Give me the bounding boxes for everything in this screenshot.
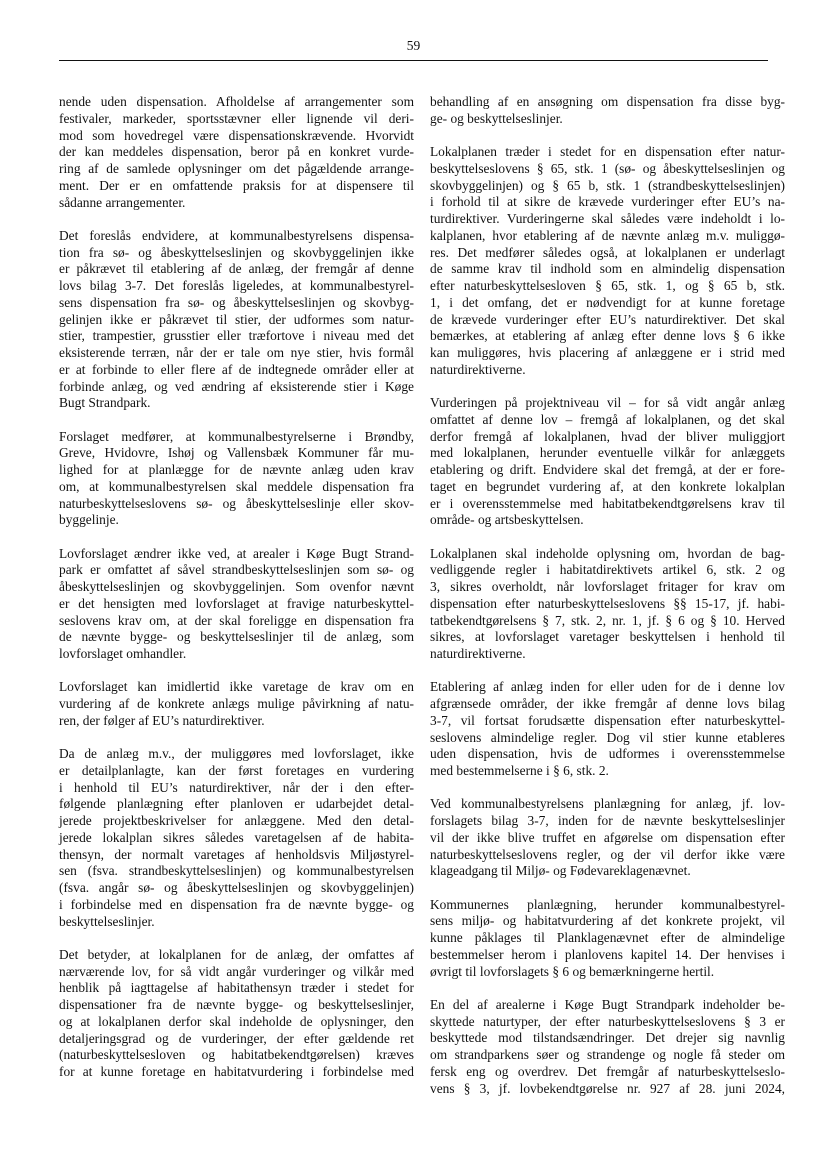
text-line: thensyn, der normalt varetages af henholdsvis Miljøstyrel- (59, 846, 414, 862)
text-line: Ved kommunalbestyrelsens planlægning for anlæg, jf. lov- (430, 796, 785, 812)
text-line: henblik på iagttagelse af habitathensyn træder i stedet for (59, 980, 414, 996)
text-line: om strandparkens søer og strandenge og nogle få steder om (430, 1047, 785, 1062)
text-line: Lovforslaget kan imidlertid ikke varetage de krav om en (59, 679, 414, 695)
text-line: beskyttelseslinjer. (59, 913, 155, 929)
text-line: Lokalplanen træder i stedet for en dispensation efter natur- (430, 144, 785, 159)
text-line: behandling af en ansøgning om dispensation fra disse byg- (430, 94, 785, 109)
text-line: Da de anlæg m.v., der muliggøres med lovforslaget, ikke (59, 746, 414, 761)
text-line: er det hensigten med lovforslaget at fravige naturbeskyttel- (59, 595, 414, 611)
text-line: naturdirektiverne. (430, 361, 526, 377)
text-line: bestemmelser herom i planlovens kapitel 14. Der henvises i (430, 946, 785, 962)
text-line: naturbeskyttelseslovens sø- og åbeskyttelseslinje eller skov- (59, 495, 414, 511)
text-line: vens § 3, jf. lovbekendtgørelse nr. 927 af 28. juni 2024, (430, 1080, 785, 1096)
text-line: vedliggende regler i habitatdirektivets artikel 6, stk. 2 og (430, 562, 785, 578)
text-line: ment. Der er en omfattende praksis for at dispensere til (59, 177, 414, 193)
paragraph (430, 94, 785, 128)
text-line: jerede lokalplan sikres således varetagelsen af de habita- (59, 829, 414, 845)
paragraph (430, 897, 785, 981)
text-line: 3, sikres overholdt, når lovforslaget fritager for krav om (430, 579, 785, 594)
text-line: der kan meddeles dispensation, beror på en konkret vurde- (59, 144, 414, 160)
text-line: sens miljø- og habitatvurdering af det konkrete projekt, vil (430, 913, 785, 929)
text-line: Lovforslaget ændrer ikke ved, at arealer i Køge Bugt Strand- (59, 545, 414, 561)
text-line: Det betyder, at lokalplanen for de anlæg, der omfattes af (59, 946, 414, 962)
text-line: tatbekendtgørelsens § 7, stk. 2, nr. 1, jf. § 6 og § 10. Herved (430, 612, 785, 628)
text-line: etablering og drift. Endvidere skal det fremgå, at der er fore- (430, 462, 785, 477)
text-line: tion fra sø- og åbeskyttelseslinjen og skovbyggelinjen ikke (59, 244, 414, 260)
paragraph (430, 679, 785, 780)
text-line: detaljeringsgrad og de vurderinger, der efter gældende ret (59, 1030, 414, 1046)
text-line: er i overensstemmelse med habitatbekendtgørelsens krav til (430, 495, 785, 511)
text-line: skyttede naturtyper, der efter naturbeskyttelseslovens § 3 er (430, 1013, 785, 1029)
paragraph (430, 796, 785, 880)
text-line: 1, i det omfang, det er nødvendigt for at kunne foretage (430, 294, 785, 310)
text-line: i henhold til EU’s naturdirektiver, når der i den efter- (59, 779, 414, 795)
text-line: er at forbinde to eller flere af de indtegnede områder eller at (59, 361, 414, 377)
text-line: ge- og beskyttelseslinjer. (430, 110, 563, 126)
text-line: åbeskyttelseslinjen og skovbyggelinjen. Som ovenfor nævnt (59, 579, 414, 594)
text-line: kunne påklages til Planklagenævnet efter de almindelige (430, 930, 785, 945)
text-line: seslovens almindelige regler. Dog vil stier kunne etableres (430, 729, 785, 745)
text-line: vurdering af de konkrete anlægs mulige påvirkning af natu- (59, 696, 414, 711)
text-line: område- og artsbeskyttelsen. (430, 512, 584, 528)
text-line: efter naturbeskyttelsesloven § 65, stk. 1, og § 65 b, stk. (430, 278, 785, 293)
text-line: øvrigt til lovforslagets § 6 og bemærkningerne hertil. (430, 963, 715, 979)
text-line: klageadgang til Miljø- og Fødevareklagenævnet. (430, 863, 691, 879)
text-line: Lokalplanen skal indeholde oplysning om, hvordan de bag- (430, 545, 785, 561)
text-line: gelinjen ikke er påkrævet til stier, der udformes som natur- (59, 311, 414, 327)
paragraph (59, 679, 414, 729)
text-line: de nævnte bygge- og beskyttelseslinjer til de anlæg, som (59, 629, 414, 645)
paragraph (59, 228, 414, 412)
text-line: Greve, Hvidovre, Ishøj og Vallensbæk Kommuner får mu- (59, 445, 414, 461)
text-line: bemærkes, at etablering af anlæg efter denne lovs § 6 ikke (430, 328, 785, 344)
text-line: kan muliggøres, hvis placering af anlæggene er i strid med (430, 345, 785, 360)
paragraph (430, 546, 785, 663)
text-line: fersk eng og overdrev. Det fremgår af naturbeskyttelseslo- (430, 1063, 785, 1079)
text-line: forslagets bilag 3-7, inden for de nævnte beskyttelseslinjer (430, 813, 785, 828)
text-line: sen (fsva. strandbeskyttelseslinjen) og kommunalbestyrelsen (59, 863, 414, 879)
text-line: følgende planlægning efter planloven er udarbejdet detal- (59, 796, 414, 812)
text-line: om, at kommunalbestyrelsen skal meddele dispensation fra (59, 478, 414, 494)
text-line: (fsva. angår sø- og åbeskyttelseslinjen og skovbyggelinjen) (59, 880, 414, 895)
text-line: Vurderingen på projektniveau vil – for så vidt angår anlæg (430, 395, 785, 410)
text-line: omfattet af denne lov – fremgå af lokalplanen, og det skal (430, 411, 785, 427)
text-line: sådanne arrangementer. (59, 194, 186, 210)
text-line: de krævede vurderinger efter EU’s naturdirektiver. Det skal (430, 311, 785, 327)
text-line: dispensationer fra de nævnte bygge- og beskyttelseslinjer, (59, 997, 414, 1012)
paragraph (430, 144, 785, 379)
paragraph (59, 746, 414, 930)
text-line: kalplanen, hvor etablering af de nævnte anlæg m.v. muliggø- (430, 227, 785, 243)
text-line: mod som hovedregel være dispensationskrævende. Hvorvidt (59, 127, 414, 143)
text-line: i forbindelse med en dispensation fra de nævnte bygge- og (59, 896, 414, 912)
text-line: lighed for at planlægge for de nævnte anlæg uden krav (59, 462, 414, 477)
text-line: er påkrævet til etablering af de anlæg, der fremgår af denne (59, 261, 414, 277)
text-line: (naturbeskyttelsesloven og habitatbekendtgørelsen) kræves (59, 1047, 414, 1063)
text-line: med lokalplanen, herunder eventuelle vilkår for anlæggets (430, 445, 785, 461)
text-line: ring af de samlede oplysninger om det pågældende arrange- (59, 161, 414, 176)
text-line: turdirektiver. Vurderingerne skal således være indeholdt i lo- (430, 211, 785, 226)
text-line: med bestemmelserne i § 6, stk. 2. (430, 763, 609, 778)
text-line: sens dispensation fra sø- og åbeskyttelseslinjen og skovbyg- (59, 294, 414, 310)
text-line: naturdirektiverne. (430, 646, 526, 661)
text-line: stier, trampestier, grusstier eller træfortove i niveau med det (59, 328, 414, 344)
text-line: eksisterende terræn, når der er tale om nye stier, hvis formål (59, 345, 414, 360)
paragraph (59, 429, 414, 530)
text-line: Det foreslås endvidere, at kommunalbestyrelsens dispensa- (59, 227, 414, 243)
text-line: de samme krav til indhold som en almindelig dispensation (430, 261, 785, 277)
text-line: byggelinje. (59, 512, 119, 528)
text-line: for at kunne foretage en habitatvurdering i forbindelse med (59, 1064, 414, 1079)
text-line: park er omfattet af såvel strandbeskyttelseslinjen som sø- og (59, 562, 414, 578)
text-line: Forslaget medfører, at kommunalbestyrelserne i Brøndby, (59, 428, 414, 444)
text-line: skovbyggelinjen) og § 65 b, stk. 1 (strandbeskyttelseslinjen) (430, 177, 785, 193)
text-line: naturbeskyttelseslovens regler, og der vil derfor ikke være (430, 846, 785, 862)
text-line: vil der ikke blive truffet en afgørelse om dispensation efter (430, 829, 785, 845)
text-line: dispensation efter naturbeskyttelseslovens §§ 15-17, jf. habi- (430, 595, 785, 611)
text-line: sikres, at lovforslaget varetager beskyttelsen i henhold til (430, 629, 785, 645)
text-line: Bugt Strandpark. (59, 395, 151, 411)
text-line: er detailplanlagte, kan der først foretages en vurdering (59, 762, 414, 778)
text-line: En del af arealerne i Køge Bugt Strandpark indeholder be- (430, 996, 785, 1012)
text-line: beskyttelseslovens § 65, stk. 1 (sø- og åbeskyttelseslinjen og (430, 160, 785, 176)
paragraph (430, 997, 785, 1098)
text-line: 3-7, vil fortsat forudsætte dispensation efter naturbeskyttel- (430, 712, 785, 728)
text-line: taget en begrundet vurdering af, at den konkrete lokalplan (430, 478, 785, 494)
text-line: ren, der følger af EU’s naturdirektiver. (59, 712, 265, 728)
page-number: 59 (406, 38, 421, 53)
paragraph (59, 546, 414, 663)
paragraph (59, 94, 414, 211)
header-divider (59, 60, 768, 61)
text-line: festivaler, markeder, sportsstævner eller lignende vil deri- (59, 110, 414, 126)
text-line: beskyttede mod tilstandsændringer. Det drejer sig navnlig (430, 1030, 785, 1046)
paragraph (59, 947, 414, 1081)
paragraph (430, 395, 785, 529)
text-line: lovs bilag 3-7. Det foreslås ligeledes, at kommunalbestyrel- (59, 278, 414, 293)
text-line: nende uden dispensation. Afholdelse af arrangementer som (59, 94, 414, 109)
text-line: Kommunernes planlægning, herunder kommunalbestyrel- (430, 896, 785, 912)
text-line: Etablering af anlæg inden for eller uden for de i denne lov (430, 679, 785, 695)
text-line: afgrænsede områder, der ikke fremgår af denne lovs bilag (430, 696, 785, 711)
left-column (59, 94, 414, 1097)
text-line: uden dispensation, hvis de udformes i overensstemmelse (430, 746, 785, 762)
text-line: seslovens krav om, at der skal foreligge en dispensation fra (59, 612, 414, 628)
text-line: forbinde anlæg, og ved ændring af eksisterende stier i Køge (59, 378, 414, 394)
text-line: lovforslaget omhandler. (59, 646, 187, 661)
text-line: og at lokalplanen derfor skal indeholde de oplysninger, den (59, 1013, 414, 1029)
text-line: i forhold til at sikre de krævede vurderinger efter EU’s na- (430, 194, 785, 210)
text-line: derfor fremgå af lokalplanen, hvad der bliver muliggjort (430, 428, 785, 444)
text-line: jerede projektbeskrivelser for anlæggene. Med den detal- (59, 813, 414, 828)
right-column (430, 94, 785, 1114)
text-line: res. Det medfører således også, at lokalplanen er underlagt (430, 244, 785, 260)
text-line: nærværende lov, for så vidt angår vurderinger og vilkår med (59, 963, 414, 979)
